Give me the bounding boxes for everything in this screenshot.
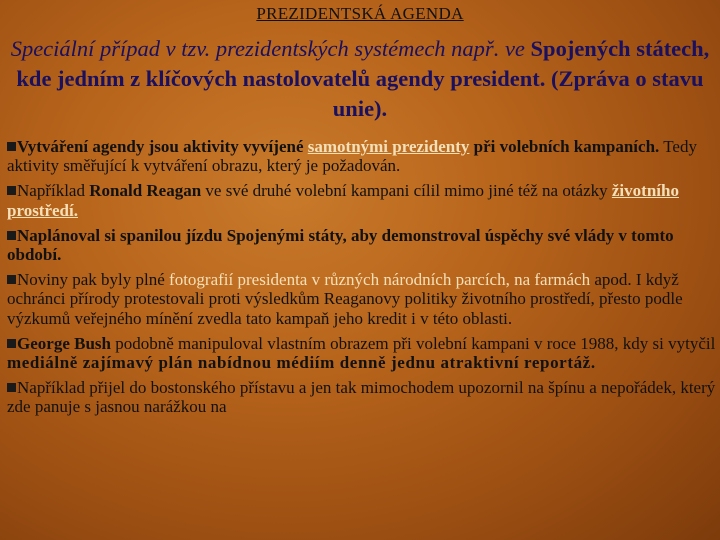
- p1-link[interactable]: samotnými prezidenty: [307, 137, 470, 156]
- bullet-square-icon: [7, 383, 16, 392]
- bullet-square-icon: [7, 275, 16, 284]
- p5-name: George Bush: [17, 333, 111, 353]
- bullet-square-icon: [7, 142, 16, 151]
- p4-c: apod. I když ochránci přírody protestovali proti výsledkům Reaganovy politiky životního prostředí, přesto podle výzkumů veřejného mínění zvedla tato kampaň jeho kredit i v této oblasti.: [7, 270, 683, 328]
- p2-link[interactable]: životního prostředí.: [7, 181, 679, 220]
- p2-c: ve své druhé volební kampani cílil mimo jiné též na otázky: [201, 181, 612, 201]
- p3-text: Naplánoval si spanilou jízdu Spojenými státy, aby demonstroval úspěchy své vlády v tomto období.: [7, 225, 674, 265]
- paragraph-4: [7, 270, 719, 328]
- p1-rest: Tedy aktivity směřující k vytváření obrazu, který je požadován.: [7, 137, 697, 176]
- paragraph-1: [7, 137, 719, 175]
- p2-a: Například: [17, 181, 90, 201]
- slide-title: PREZIDENTSKÁ AGENDA: [256, 4, 464, 23]
- subtitle-rest: Spojených státech, kde jedním z klíčových nastolovatelů agendy president. (Zpráva o stavu unie).: [16, 36, 710, 121]
- p6-text: Například přijel do bostonského přístavu a jen tak mimochodem upozornil na špínu a nepořádek, který zde panuje s jasnou narážkou na: [7, 378, 716, 417]
- p1-bold: Vytváření agendy jsou aktivity vyvíjené: [17, 137, 308, 156]
- p4-highlight: fotografií presidenta v různých národních parcích, na farmách: [169, 270, 591, 290]
- paragraph-3: [7, 226, 719, 264]
- subtitle-lead: Speciální případ v tzv. prezidentských systémech např. ve: [10, 36, 525, 61]
- paragraph-6: [7, 378, 719, 416]
- bullet-square-icon: [7, 186, 16, 195]
- bullet-square-icon: [7, 339, 16, 348]
- p2-name: Ronald Reagan: [89, 181, 202, 201]
- p5-c: mediálně zajímavý plán nabídnou médiím denně jednu atraktivní reportáž.: [7, 353, 596, 373]
- slide-body: [7, 137, 719, 423]
- paragraph-2: [7, 181, 719, 219]
- bullet-square-icon: [7, 231, 16, 240]
- p5-b: podobně manipuloval vlastním obrazem při volební kampani v roce 1988, kdy si vytyčil: [110, 333, 716, 353]
- paragraph-5: [7, 334, 719, 372]
- p4-a: Noviny pak byly plné: [17, 270, 170, 290]
- p1-bold2: při volebních kampaních.: [469, 137, 660, 156]
- slide-subtitle: [10, 34, 710, 124]
